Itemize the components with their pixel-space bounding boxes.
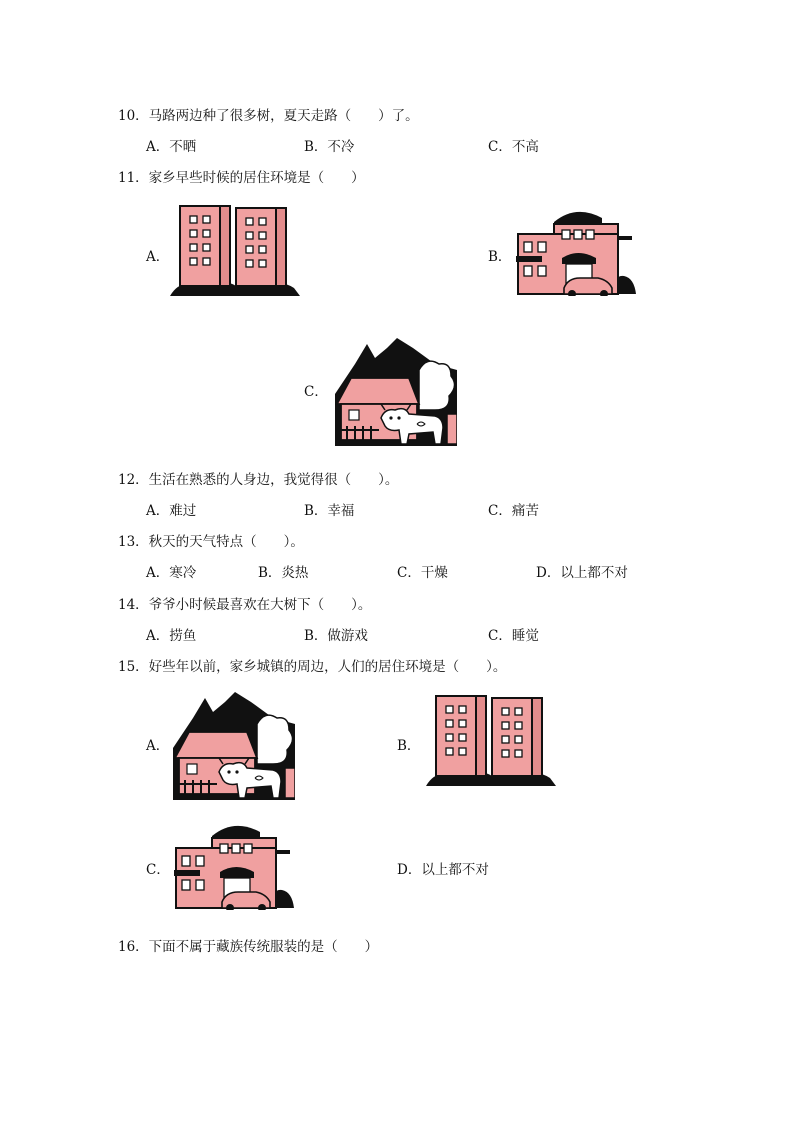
question-11-option-c[interactable]: C． (304, 384, 328, 400)
question-14-stem: 14．爷爷小时候最喜欢在大树下（ ）。 (118, 597, 372, 613)
question-13-option-c[interactable]: C．干燥 (397, 565, 448, 581)
modern-villa-image (516, 204, 636, 296)
question-12-stem: 12．生活在熟悉的人身边，我觉得很（ ）。 (118, 472, 399, 488)
question-11-option-a[interactable]: A． (146, 249, 170, 265)
apartment-towers-image (426, 694, 556, 786)
question-10-option-b[interactable]: B．不冷 (304, 139, 355, 155)
modern-villa-image (174, 818, 294, 910)
question-14-option-b[interactable]: B．做游戏 (304, 628, 368, 644)
question-12-option-c[interactable]: C．痛苦 (488, 503, 539, 519)
apartment-towers-image (170, 204, 300, 296)
question-16-stem: 16．下面不属于藏族传统服装的是（ ） (118, 939, 379, 955)
question-15-option-c[interactable]: C． (146, 862, 170, 878)
question-12-option-a[interactable]: A．难过 (146, 503, 197, 519)
question-10-option-a[interactable]: A．不晒 (146, 139, 197, 155)
question-15-option-d[interactable]: D．以上都不对 (397, 862, 489, 878)
question-11-option-b[interactable]: B． (488, 249, 512, 265)
question-14-option-c[interactable]: C．睡觉 (488, 628, 539, 644)
question-15-option-a[interactable]: A． (146, 738, 170, 754)
question-11-stem: 11．家乡早些时候的居住环境是（ ） (118, 170, 365, 186)
question-13-option-a[interactable]: A．寒冷 (146, 565, 197, 581)
question-14-option-a[interactable]: A．捞鱼 (146, 628, 197, 644)
question-13-stem: 13．秋天的天气特点（ ）。 (118, 534, 304, 550)
countryside-house-image (335, 334, 457, 446)
question-10-option-c[interactable]: C．不高 (488, 139, 539, 155)
question-13-option-d[interactable]: D．以上都不对 (536, 565, 628, 581)
question-12-option-b[interactable]: B．幸福 (304, 503, 355, 519)
question-15-stem: 15．好些年以前，家乡城镇的周边，人们的居住环境是（ ）。 (118, 659, 507, 675)
countryside-house-image (173, 688, 295, 800)
question-15-option-b[interactable]: B． (397, 738, 421, 754)
question-13-option-b[interactable]: B．炎热 (258, 565, 309, 581)
question-10-stem: 10．马路两边种了很多树，夏天走路（ ）了。 (118, 108, 419, 124)
